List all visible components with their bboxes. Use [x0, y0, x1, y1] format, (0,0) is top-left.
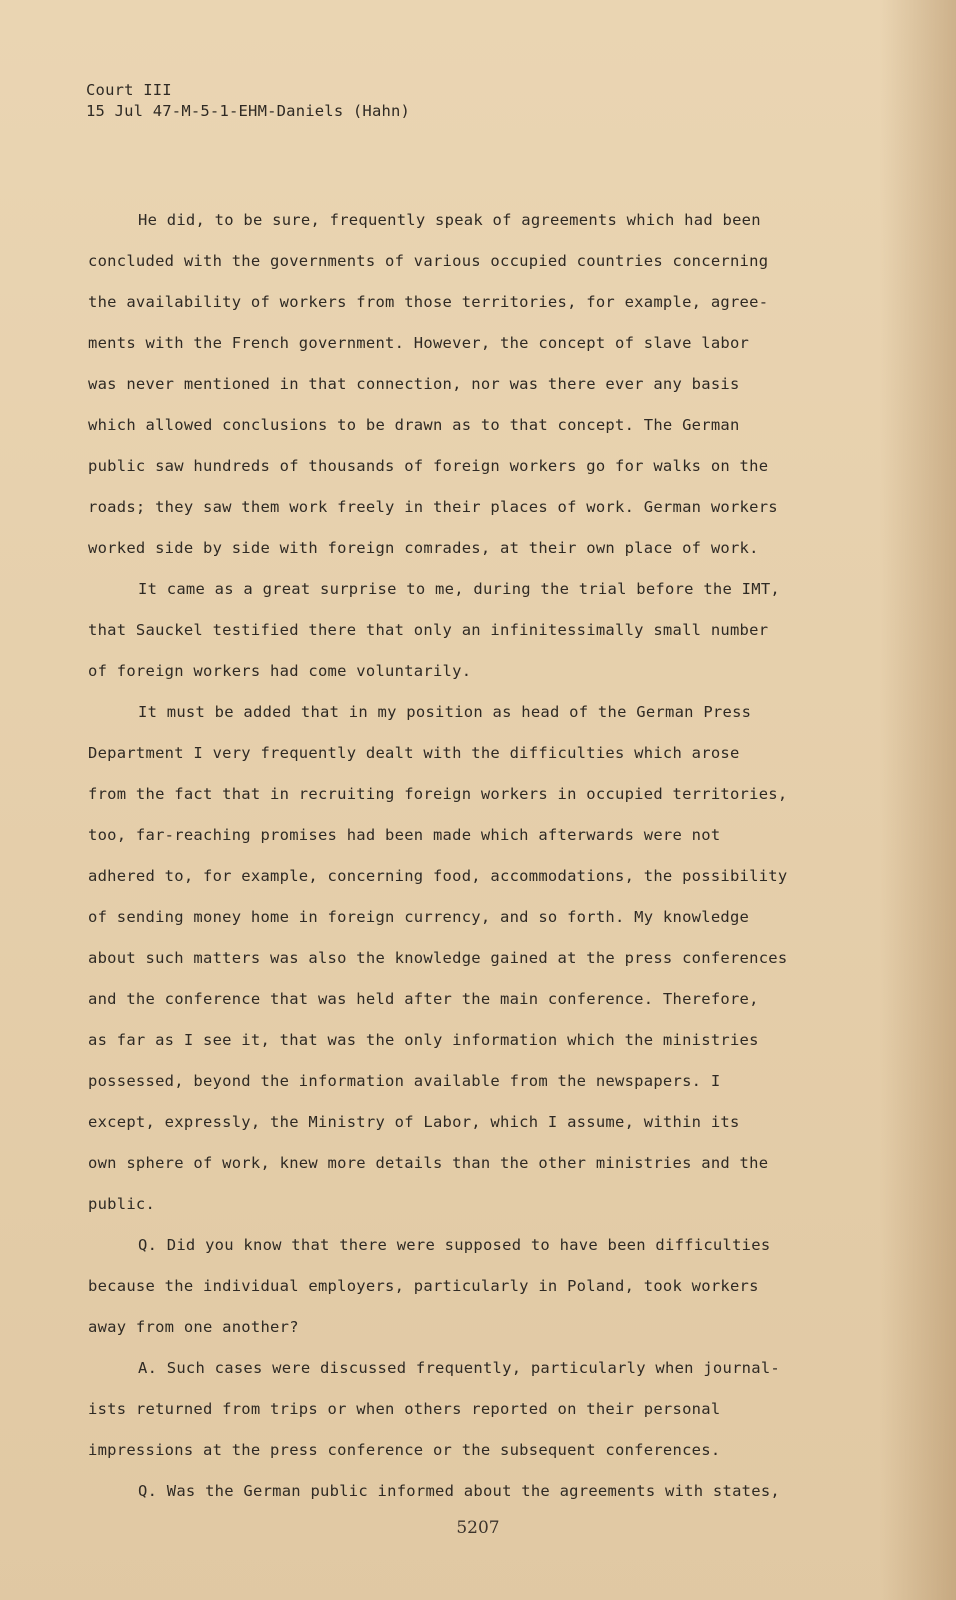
- transcript-line: concluded with the governments of various occupied countries concerning: [88, 252, 769, 270]
- transcript-line: A. Such cases were discussed frequently, particularly when journal-: [138, 1359, 780, 1377]
- transcript-line: It came as a great surprise to me, during the trial before the IMT,: [138, 580, 780, 598]
- transcript-line: roads; they saw them work freely in their places of work. German workers: [88, 498, 778, 516]
- transcript-line: of foreign workers had come voluntarily.: [88, 662, 472, 680]
- transcript-line: and the conference that was held after the main conference. Therefore,: [88, 990, 759, 1008]
- page-number: 5207: [456, 1518, 500, 1538]
- transcript-line: which allowed conclusions to be drawn as to that concept. The German: [88, 416, 740, 434]
- transcript-line: It must be added that in my position as head of the German Press: [138, 703, 752, 721]
- transcript-body: [88, 200, 848, 1512]
- transcript-line: adhered to, for example, concerning food, accommodations, the possibility: [88, 867, 788, 885]
- transcript-line: from the fact that in recruiting foreign workers in occupied territories,: [88, 785, 788, 803]
- transcript-line: possessed, beyond the information available from the newspapers. I: [88, 1072, 721, 1090]
- transcript-line: ists returned from trips or when others reported on their personal: [88, 1400, 721, 1418]
- transcript-line: was never mentioned in that connection, nor was there ever any basis: [88, 375, 740, 393]
- transcript-line: except, expressly, the Ministry of Labor, which I assume, within its: [88, 1113, 740, 1131]
- transcript-line: impressions at the press conference or the subsequent conferences.: [88, 1441, 721, 1459]
- transcript-line: too, far-reaching promises had been made which afterwards were not: [88, 826, 721, 844]
- document-header: [86, 80, 410, 122]
- transcript-line: own sphere of work, knew more details than the other ministries and the: [88, 1154, 769, 1172]
- transcript-line: of sending money home in foreign currency, and so forth. My knowledge: [88, 908, 750, 926]
- transcript-line: Department I very frequently dealt with the difficulties which arose: [88, 744, 740, 762]
- transcript-line: away from one another?: [88, 1318, 299, 1336]
- transcript-line: about such matters was also the knowledge gained at the press conferences: [88, 949, 788, 967]
- transcript-line: worked side by side with foreign comrades, at their own place of work.: [88, 539, 759, 557]
- transcript-line: Q. Did you know that there were supposed to have been difficulties: [138, 1236, 771, 1254]
- court-label: Court III: [86, 81, 172, 99]
- transcript-line: public saw hundreds of thousands of foreign workers go for walks on the: [88, 457, 769, 475]
- transcript-line: ments with the French government. However, the concept of slave labor: [88, 334, 750, 352]
- transcript-line: Q. Was the German public informed about the agreements with states,: [138, 1482, 780, 1500]
- transcript-line: He did, to be sure, frequently speak of agreements which had been: [138, 211, 761, 229]
- transcript-line: public.: [88, 1195, 156, 1213]
- transcript-line: because the individual employers, particularly in Poland, took workers: [88, 1277, 759, 1295]
- transcript-line: as far as I see it, that was the only information which the ministries: [88, 1031, 759, 1049]
- transcript-line: that Sauckel testified there that only an infinitessimally small number: [88, 621, 769, 639]
- session-reference: 15 Jul 47-M-5-1-EHM-Daniels (Hahn): [86, 102, 411, 120]
- transcript-line: the availability of workers from those territories, for example, agree-: [88, 293, 769, 311]
